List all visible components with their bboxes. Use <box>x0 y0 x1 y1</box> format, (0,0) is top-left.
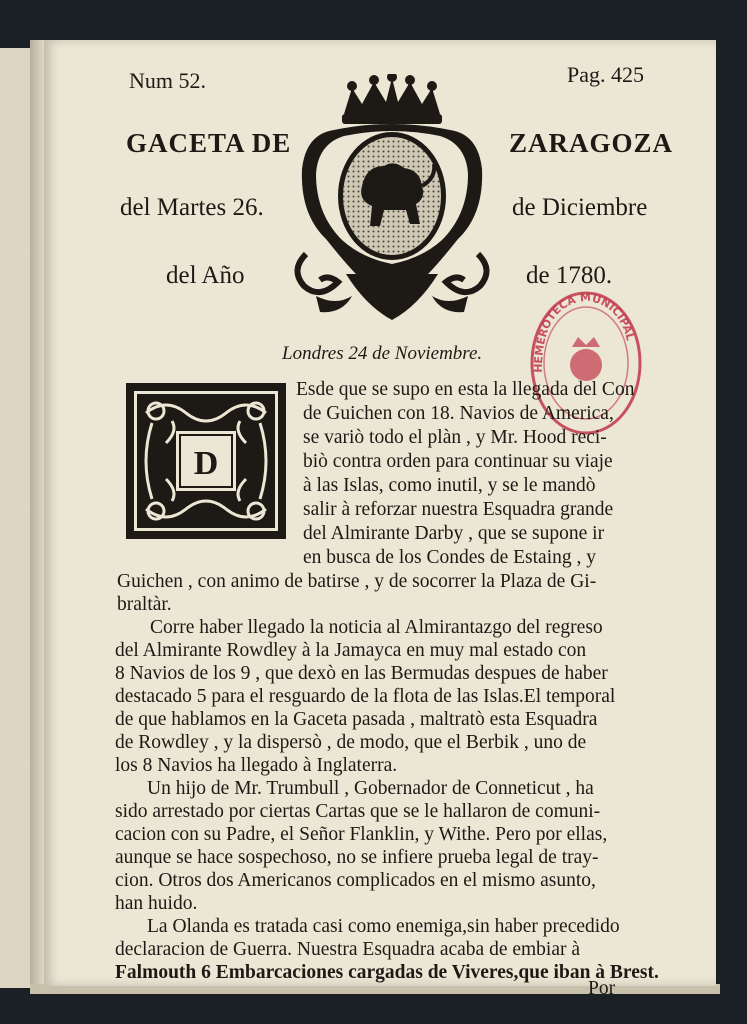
royal-coat-of-arms-crest-icon <box>286 74 498 326</box>
text-line: en busca de los Condes de Estaing , y <box>303 547 596 568</box>
text-line: Corre haber llegado la noticia al Almirantazgo del regreso <box>150 617 603 638</box>
title-right: ZARAGOZA <box>509 128 674 158</box>
text-line: cion. Otros dos Americanos complicados en el mismo asunto, <box>115 870 596 891</box>
text-line: han huido. <box>115 893 198 914</box>
text-line: cacion con su Padre, el Señor Flanklin, y Withe. Pero por ellas, <box>115 824 608 845</box>
title-left: GACETA DE <box>126 128 292 158</box>
text-line: Falmouth 6 Embarcaciones cargadas de Viveres,que iban à Brest. <box>115 962 659 983</box>
date-left: del Martes 26. <box>120 194 264 221</box>
text-line: declaracion de Guerra. Nuestra Esquadra acaba de embiar à <box>115 939 581 960</box>
dateline: Londres 24 de Noviembre. <box>282 343 483 364</box>
text-line: 8 Navios de los 9 , que dexò en las Bermudas despues de haber <box>115 663 608 684</box>
text-line: La Olanda es tratada casi como enemiga,sin haber precedido <box>147 916 620 937</box>
text-line: à las Islas, como inutil, y se le mandò <box>303 475 596 496</box>
text-line: aunque se hace sospechoso, no se infiere prueba legal de tray- <box>115 847 599 868</box>
decorated-initial-letter <box>126 383 286 539</box>
text-line: biò contra orden para continuar su viaje <box>303 451 613 472</box>
text-line: del Almirante Rowdley à la Jamayca en muy mal estado con <box>115 640 587 661</box>
left-page-edge <box>0 48 32 988</box>
text-line: de Rowdley , y la dispersò , de modo, que el Berbik , uno de <box>115 732 587 753</box>
year-right: de 1780. <box>526 262 613 289</box>
catchword: Por <box>588 978 616 999</box>
text-line: Guichen , con animo de batirse , y de socorrer la Plaza de Gi- <box>117 571 597 592</box>
stamp-text: HEMEROTECA MUNICIPAL <box>531 290 637 373</box>
text-line: de que hablamos en la Gaceta pasada , maltratò esta Esquadra <box>115 709 598 730</box>
text-line: del Almirante Darby , que se supone ir <box>303 523 605 544</box>
initial-letter: D <box>193 445 219 482</box>
text-line: se variò todo el plàn , y Mr. Hood reci- <box>303 427 607 448</box>
issue-number: Num 52. <box>129 68 206 93</box>
text-line: Un hijo de Mr. Trumbull , Gobernador de Conneticut , ha <box>147 778 594 799</box>
text-line: Esde que se supo en esta la llegada del Con <box>296 379 635 400</box>
page-number: Pag. 425 <box>567 62 644 87</box>
text-line: sido arrestado por ciertas Cartas que se le hallaron de comuni- <box>115 801 601 822</box>
text-line: salir à reforzar nuestra Esquadra grande <box>303 499 614 520</box>
text-line: destacado 5 para el resguardo de la flota de las Islas.El temporal <box>115 686 616 707</box>
text-line: los 8 Navios ha llegado à Inglaterra. <box>115 755 398 776</box>
year-left: del Año <box>166 262 245 289</box>
date-right: de Diciembre <box>512 194 648 221</box>
text-line: de Guichen con 18. Navios de America, <box>303 403 614 424</box>
text-line: braltàr. <box>117 594 172 615</box>
